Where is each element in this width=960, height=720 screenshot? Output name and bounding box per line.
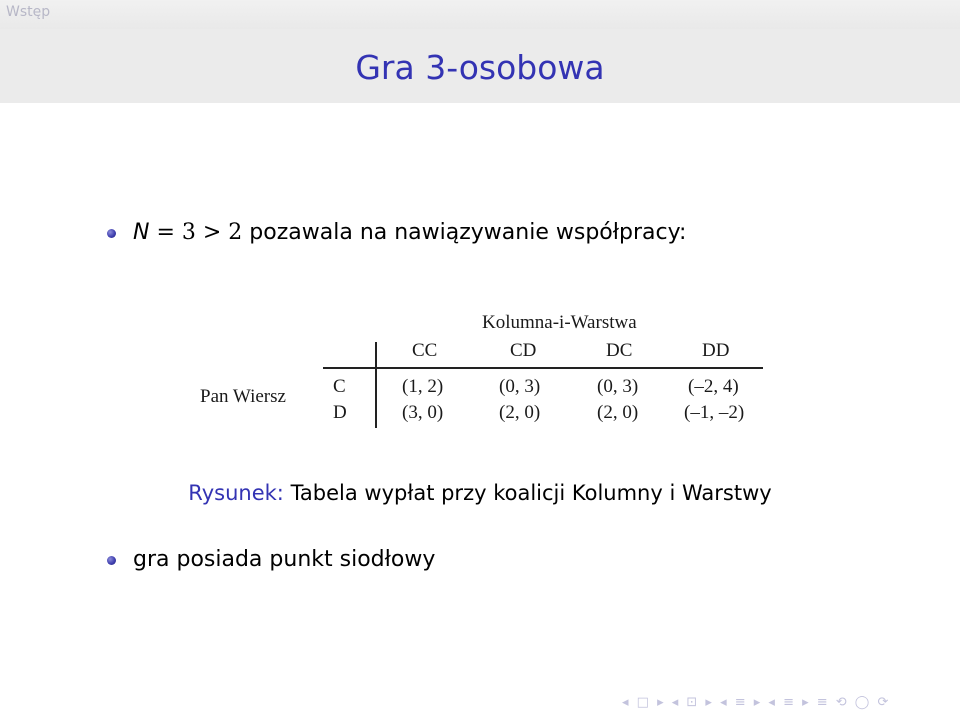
- table-cell: (0, 3): [499, 376, 541, 397]
- column-header: DD: [702, 340, 730, 361]
- section-label[interactable]: Wstęp: [6, 4, 51, 20]
- figure-caption: [0, 481, 960, 505]
- bullet-text: gra posiada punkt siodłowy: [133, 547, 436, 572]
- caption-label: Rysunek:: [188, 481, 284, 505]
- bullet-icon: [107, 229, 116, 238]
- row-player-label: Pan Wiersz: [200, 386, 286, 407]
- table-cell: (–2, 4): [688, 376, 739, 397]
- frame-title: Gra 3-osobowa: [355, 48, 605, 87]
- table-vertical-rule: [375, 342, 377, 428]
- bullet-item-1: [133, 220, 686, 245]
- column-header: CD: [510, 340, 537, 361]
- table-header-rule: [323, 367, 763, 369]
- bullet-text: pozawala na nawiązywanie współpracy:: [249, 220, 687, 245]
- table-cell: (0, 3): [597, 376, 639, 397]
- table-cell: (–1, –2): [684, 402, 745, 423]
- column-player-label: Kolumna-i-Warstwa: [482, 312, 637, 333]
- row-label: C: [333, 376, 346, 397]
- column-header: CC: [412, 340, 438, 361]
- table-cell: (2, 0): [499, 402, 541, 423]
- table-cell: (2, 0): [597, 402, 639, 423]
- math-expression: = 3 > 2: [149, 220, 250, 245]
- row-label: D: [333, 402, 347, 423]
- table-cell: (1, 2): [402, 376, 444, 397]
- payoff-table-image: [196, 310, 766, 434]
- table-cell: (3, 0): [402, 402, 444, 423]
- bullet-item-2: [133, 547, 435, 572]
- caption-text: Tabela wypłat przy koalicji Kolumny i Warstwy: [290, 481, 772, 505]
- column-header: DC: [606, 340, 633, 361]
- beamer-navigation-symbols[interactable]: ◂ □ ▸ ◂ ⊡ ▸ ◂ ≡ ▸ ◂ ≡ ▸ ≡ ⟲ ◯ ⟳: [622, 695, 891, 710]
- bullet-icon: [107, 556, 116, 565]
- math-variable: N: [133, 220, 150, 245]
- headline-bar: [0, 0, 960, 29]
